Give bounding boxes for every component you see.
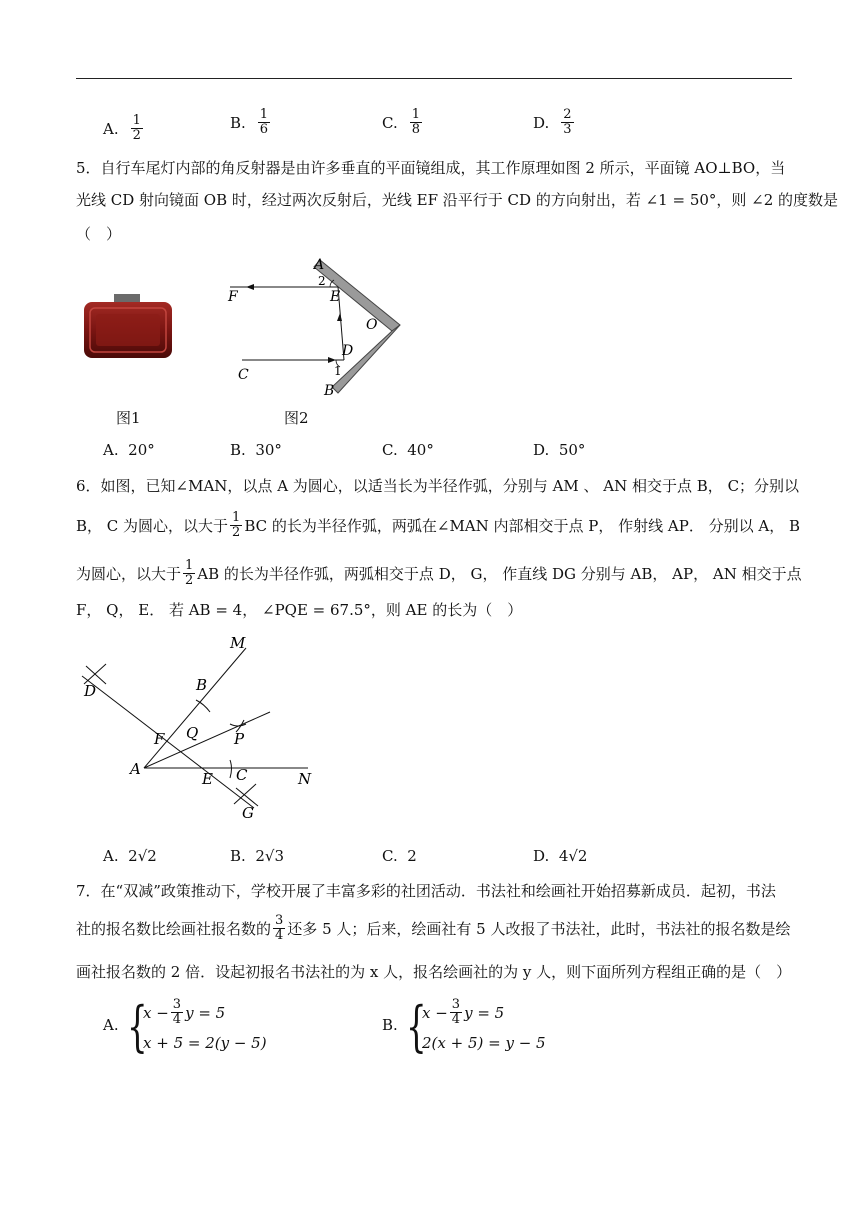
q4-option-b bbox=[230, 108, 272, 137]
fig2-caption: 图2 bbox=[284, 409, 309, 427]
q5-option-d bbox=[533, 440, 585, 460]
option-text: 30° bbox=[255, 441, 282, 459]
option-label: D. bbox=[533, 441, 550, 459]
label-a: A bbox=[314, 257, 325, 273]
label-a: A bbox=[130, 760, 141, 778]
option-text: 4√2 bbox=[558, 847, 588, 865]
fraction bbox=[171, 998, 183, 1027]
q6-line3-end: AB 的长为半径作弧，两弧相交于点 D， G， 作直线 DG 分别与 AB， AP， AN 相交于点 bbox=[197, 564, 802, 583]
option-label: A. bbox=[103, 847, 119, 865]
q6-line2-start: B， C 为圆心，以大于 bbox=[76, 516, 229, 535]
label-f: F bbox=[228, 289, 238, 305]
equation-2: 2(x + 5) = y − 5 bbox=[422, 1034, 546, 1052]
denominator: 2 bbox=[185, 573, 194, 588]
q4-option-c bbox=[382, 108, 424, 137]
label-p: P bbox=[234, 730, 245, 748]
label-b: B bbox=[324, 383, 335, 399]
label-d: D bbox=[84, 682, 97, 700]
option-label: B. bbox=[230, 441, 246, 459]
q6-line3-start: 为圆心，以大于 bbox=[76, 564, 182, 583]
fraction bbox=[258, 108, 270, 137]
numerator: 1 bbox=[259, 107, 269, 122]
q6-option-b bbox=[230, 846, 284, 866]
numerator: 1 bbox=[232, 510, 241, 525]
option-label: D. bbox=[533, 847, 550, 865]
label-n: N bbox=[298, 770, 312, 788]
option-label: A. bbox=[103, 441, 119, 459]
fraction bbox=[561, 108, 573, 137]
brace: { bbox=[406, 995, 427, 1058]
numerator: 1 bbox=[411, 107, 420, 122]
label-f: F bbox=[154, 730, 165, 748]
q6-line3 bbox=[76, 559, 802, 588]
q6-option-a bbox=[103, 846, 157, 866]
label-b: B bbox=[196, 676, 208, 694]
q5-line2: 光线 CD 射向镜面 OB 时，经过两次反射后，光线 EF 沿平行于 CD 的方向射出，若 ∠1 = 50°，则 ∠2 的度数是 bbox=[76, 191, 839, 209]
equation-2: x + 5 = 2(y − 5) bbox=[143, 1034, 267, 1052]
option-text: 40° bbox=[407, 441, 434, 459]
q6-line2 bbox=[76, 511, 800, 540]
q4-option-a bbox=[103, 114, 145, 143]
option-text: 50° bbox=[558, 441, 586, 459]
fraction bbox=[230, 511, 242, 540]
numerator: 1 bbox=[185, 558, 194, 573]
label-c: C bbox=[236, 766, 248, 784]
denominator: 6 bbox=[259, 122, 269, 137]
equation-1 bbox=[422, 998, 504, 1027]
q7-option-a bbox=[103, 995, 323, 1060]
label-o: O bbox=[366, 317, 378, 333]
q6-line2-end: BC 的长为半径作弧，两弧在∠MAN 内部相交于点 P， 作射线 AP． 分别以 A， B bbox=[244, 516, 801, 535]
q6-line1: 6．如图，已知∠MAN，以点 A 为圆心，以适当长为半径作弧，分别与 AM 、 AN 相交于点 B， C；分别以 bbox=[76, 477, 800, 495]
q7-line2 bbox=[76, 914, 790, 943]
q5-option-b bbox=[230, 440, 282, 460]
eq-part: y = 5 bbox=[185, 1003, 226, 1022]
angle-2-label: 2 bbox=[318, 274, 326, 288]
option-label: C. bbox=[382, 847, 398, 865]
label-m: M bbox=[230, 634, 246, 652]
reflector-diagram bbox=[220, 255, 410, 405]
q5-line1: 5．自行车尾灯内部的角反射器是由许多垂直的平面镜组成，其工作原理如图 2 所示，平面镜 AO⊥BO，当 bbox=[76, 159, 786, 177]
label-e: E bbox=[202, 770, 213, 788]
denominator: 2 bbox=[132, 128, 141, 143]
q7-line2-start: 社的报名数比绘画社报名数的 bbox=[76, 919, 272, 938]
denominator: 4 bbox=[451, 1012, 461, 1027]
eq-part: y = 5 bbox=[464, 1003, 505, 1022]
q7-line3: 画社报名数的 2 倍．设起初报名书法社的为 x 人，报名绘画社的为 y 人，则下面所列方程组正确的是（ ） bbox=[76, 963, 792, 981]
option-label: C. bbox=[382, 441, 398, 459]
label-d: D bbox=[342, 343, 354, 359]
equation-1 bbox=[143, 998, 225, 1027]
fraction bbox=[410, 108, 422, 137]
angle-1-label: 1 bbox=[334, 364, 342, 378]
numerator: 2 bbox=[563, 107, 572, 122]
denominator: 2 bbox=[232, 525, 241, 540]
numerator: 3 bbox=[451, 997, 461, 1012]
fraction bbox=[131, 114, 143, 143]
fraction bbox=[183, 559, 195, 588]
denominator: 8 bbox=[411, 122, 420, 137]
q5-option-c bbox=[382, 440, 434, 460]
q4-option-d bbox=[533, 108, 576, 137]
fig1-caption: 图1 bbox=[116, 409, 141, 427]
numerator: 3 bbox=[172, 997, 182, 1012]
numerator: 1 bbox=[132, 113, 141, 128]
fraction bbox=[273, 914, 285, 943]
label-e: E bbox=[330, 289, 341, 305]
label-q: Q bbox=[186, 724, 199, 742]
option-label: D. bbox=[533, 113, 550, 132]
option-text: 2√2 bbox=[128, 847, 157, 865]
q5-option-a bbox=[103, 440, 155, 460]
q6-option-c bbox=[382, 846, 417, 866]
brace: { bbox=[127, 995, 148, 1058]
option-label: A. bbox=[103, 119, 119, 138]
option-text: 2 bbox=[407, 847, 417, 865]
q6-line4: F， Q， E． 若 AB = 4， ∠PQE = 67.5°，则 AE 的长为（ ） bbox=[76, 601, 523, 619]
option-label: B. bbox=[230, 113, 246, 132]
q6-option-d bbox=[533, 846, 587, 866]
q7-line2-end: 还多 5 人；后来，绘画社有 5 人改报了书法社，此时，书法社的报名数是绘 bbox=[287, 919, 791, 938]
label-c: C bbox=[238, 367, 249, 383]
option-label: A. bbox=[103, 1016, 119, 1034]
denominator: 4 bbox=[172, 1012, 182, 1027]
header-rule bbox=[76, 78, 792, 79]
option-label: B. bbox=[230, 847, 246, 865]
eq-part: x − bbox=[143, 1003, 169, 1022]
option-label: C. bbox=[382, 113, 398, 132]
numerator: 3 bbox=[275, 913, 284, 928]
option-text: 20° bbox=[128, 441, 155, 459]
eq-part: x − bbox=[422, 1003, 448, 1022]
label-g: G bbox=[242, 804, 254, 822]
tail-light-photo bbox=[80, 292, 176, 362]
q7-option-b bbox=[382, 995, 602, 1060]
denominator: 3 bbox=[563, 122, 572, 137]
fraction bbox=[450, 998, 462, 1027]
option-text: 2√3 bbox=[255, 847, 284, 865]
angle-construction-diagram bbox=[76, 632, 326, 827]
q5-line3: （ ） bbox=[76, 225, 122, 243]
option-label: B. bbox=[382, 1016, 398, 1034]
denominator: 4 bbox=[275, 928, 284, 943]
q7-line1: 7．在“双减”政策推动下，学校开展了丰富多彩的社团活动．书法社和绘画社开始招募新成员．起初，书法 bbox=[76, 882, 776, 900]
